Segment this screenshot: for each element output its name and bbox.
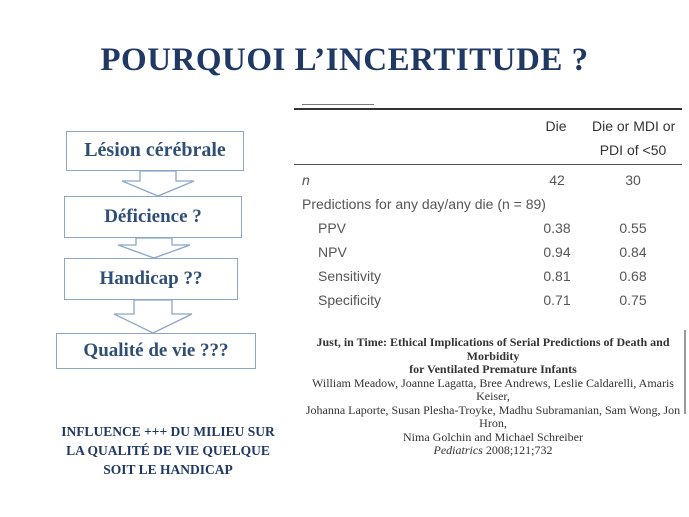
cell-die: 0.71 — [543, 292, 571, 308]
slide-title: POURQUOI L’INCERTITUDE ? — [100, 42, 589, 78]
down-arrow-icon — [114, 238, 194, 259]
divider — [294, 108, 682, 110]
cell-mdi: 0.75 — [619, 292, 647, 308]
citation-authors: William Meadow, Joanne Lagatta, Bree Andrews, Leslie Caldarelli, Amaris Keiser, — [312, 375, 674, 403]
cell-die: 0.94 — [543, 244, 571, 260]
cell-die: 42 — [549, 172, 565, 188]
cell-mdi: 0.84 — [619, 244, 647, 260]
cell-mdi: 0.55 — [619, 220, 647, 236]
cell-mdi: 30 — [625, 172, 641, 188]
note-line: SOIT LE HANDICAP — [103, 462, 233, 477]
column-header-pdi: PDI of <50 — [599, 142, 667, 158]
citation-ref: 2008;121;732 — [482, 443, 553, 457]
citation-title: Just, in Time: Ethical Implications of Serial Predictions of Death and Morbidity — [316, 335, 670, 363]
down-arrow-icon — [118, 171, 198, 197]
cell-die: 0.38 — [543, 220, 571, 236]
flow-box-lesion: Lésion cérébrale — [66, 131, 244, 171]
row-label-npv: NPV — [318, 244, 347, 260]
note-line: LA QUALITÉ DE VIE QUELQUE — [66, 443, 270, 458]
down-arrow-icon — [110, 300, 196, 334]
divider — [294, 164, 682, 165]
flow-box-deficience: Déficience ? — [64, 196, 242, 238]
row-label-ppv: PPV — [318, 220, 347, 236]
flow-box-handicap: Handicap ?? — [64, 258, 238, 300]
citation-authors: Nima Golchin and Michael Schreiber — [403, 429, 583, 444]
row-label-sensitivity: Sensitivity — [318, 268, 382, 284]
divider — [302, 104, 374, 105]
citation-authors: Johanna Laporte, Susan Plesha-Troyke, Madhu Subramanian, Sam Wong, Jon Hron, — [305, 402, 681, 430]
row-label-predictions: Predictions for any day/any die (n = 89) — [302, 196, 546, 212]
citation — [300, 336, 686, 458]
row-label-n: n — [302, 172, 310, 188]
cell-die: 0.81 — [543, 268, 571, 284]
citation-title: for Ventilated Premature Infants — [409, 362, 577, 376]
note-line: INFLUENCE +++ DU MILIEU SUR — [61, 424, 275, 439]
column-header-mdi: Die or MDI or — [592, 118, 676, 134]
citation-reference — [300, 444, 686, 458]
flow-box-qualite: Qualité de vie ??? — [56, 333, 256, 369]
row-label-specificity: Specificity — [318, 292, 382, 308]
column-header-die: Die — [545, 118, 567, 134]
cell-mdi: 0.68 — [619, 268, 647, 284]
citation-journal: Pediatrics — [433, 443, 483, 457]
influence-note — [18, 422, 318, 479]
